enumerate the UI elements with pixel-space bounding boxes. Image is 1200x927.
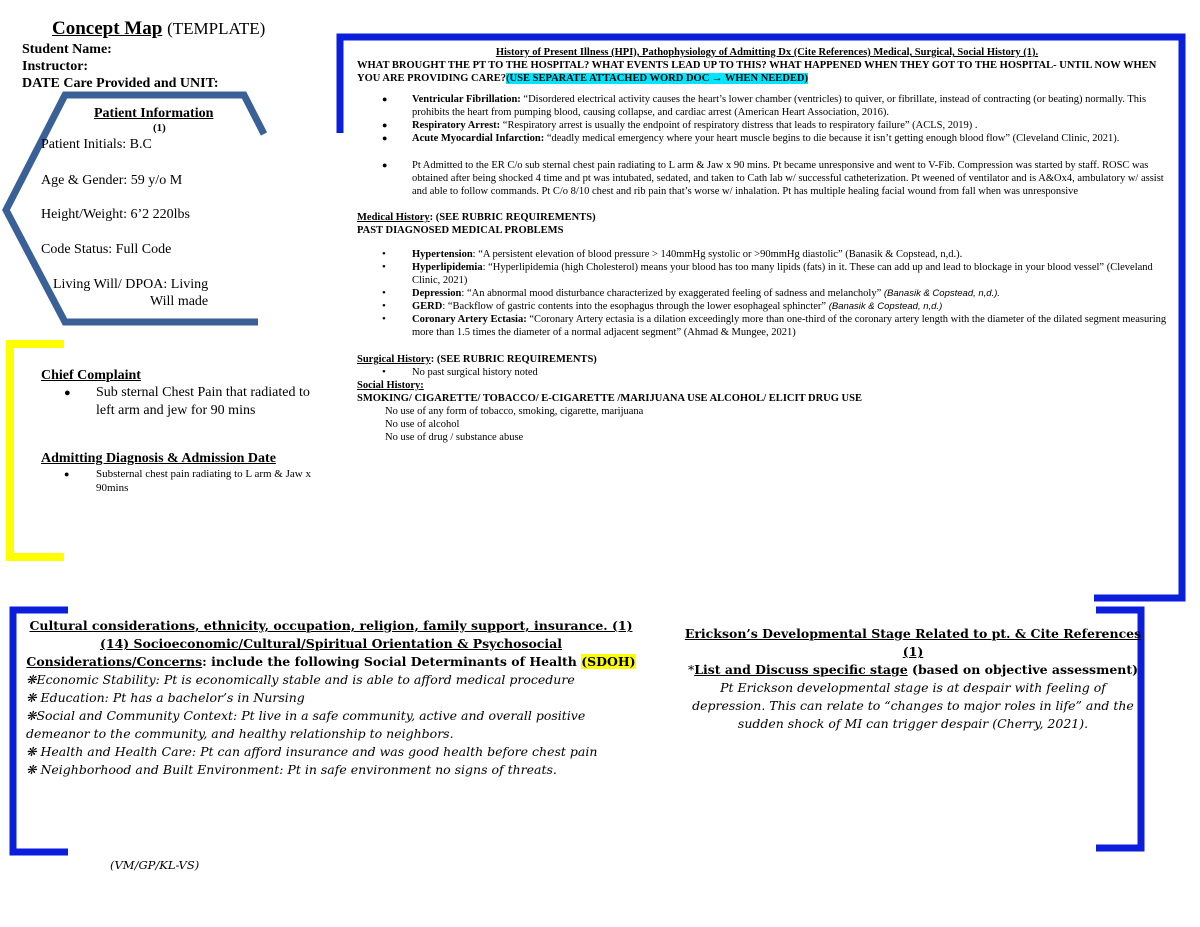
term-text: : “Hyperlipidemia (high Cholesterol) means your blood has too many lipids (fats) in it. These can add up and lead to blockage in your blood vessel” (Cleveland Clinic, 2021) (412, 262, 1153, 286)
social-history-subtitle: SMOKING/ CIGARETTE/ TOBACCO/ E-CIGARETTE /MARIJUANA USE ALCOHOL/ ELICIT DRUG USE (357, 393, 862, 404)
list-item (357, 261, 1177, 287)
surgical-history-list (357, 366, 1177, 379)
cultural-heading-line: Cultural considerations, ethnicity, occupation, religion, family support, insurance. (1) (29, 618, 633, 633)
cultural-heading-line: (14) Socioeconomic/Cultural/Spiritual Orientation & Psychosocial (99, 636, 563, 651)
sdoh-highlight: (SDOH) (581, 654, 636, 669)
term-label: Hypertension (412, 249, 473, 260)
social-history-line: No use of alcohol (385, 419, 460, 430)
hpi-narrative-list (357, 159, 1177, 198)
erickson-subtitle-rest: (based on objective assessment) (907, 662, 1139, 677)
term-text: “Coronary Artery ectasia is a dilation exceedingly more than one-third of the coronary artery length with the diameter of the dilated segment measuring more than 1.5 times the diameter of a normal adjacent segment” (Ahmad & Mungee, 2021) (412, 314, 1167, 338)
cultural-items (26, 671, 636, 779)
list-item: ❋ Neighborhood and Built Environment: Pt in safe environment no signs of threats. (26, 762, 557, 777)
hpi-narrative: ● Pt Admitted to the ER C/o sub sternal chest pain radiating to L arm & Jaw x 90 mins. Pt became unresponsive and went to V-Fib. Compression was started by staff. ROSC was obtained after being shocked 4 time and pt was intubated, sedated, and taken to Cath lab w/ successful catheterization. Pt weened of ventilator and is A&Ox4, ambulatory w/ assist and able to follow commands. Pt C/o 8/10 chest and rib pain that’s worse w/ inhalation. Pt has multiple healing facial wound from fall when was unresponsive (357, 159, 1177, 198)
term-label: Ventricular Fibrillation: (412, 94, 521, 105)
list-item (357, 287, 1177, 300)
term-text: “Respiratory arrest is usually the endpoint of respiratory distress that leads to respiratory failure” (ACLS, 2019) . (500, 120, 978, 131)
list-item (357, 300, 1177, 313)
hpi-question-text: WHAT BROUGHT THE PT TO THE HOSPITAL? WHAT EVENTS LEAD UP TO THIS? WHAT HAPPENED WHEN THEY GOT TO THE HOSPITAL- UNTIL NOW WHEN YOU ARE PROVIDING CARE? (357, 60, 1157, 84)
list-item (357, 132, 1177, 145)
list-item: • No past surgical history noted (357, 366, 1177, 379)
list-item (357, 119, 1177, 132)
medical-history-rubric: : (SEE RUBRIC REQUIREMENTS) (429, 212, 596, 223)
list-item (357, 248, 1177, 261)
list-item (357, 313, 1177, 339)
student-name-label: Student Name: (22, 42, 112, 57)
medical-history-heading (357, 211, 1177, 224)
hpi-question (357, 59, 1177, 85)
term-label: Respiratory Arrest: (412, 120, 501, 131)
patient-age-gender: Age & Gender: 59 y/o M (41, 173, 183, 188)
erickson-subtitle-underlined: List and Discuss specific stage (694, 662, 908, 677)
patient-info-number: (1) (153, 122, 166, 134)
surgical-history-rubric: : (SEE RUBRIC REQUIREMENTS) (430, 354, 597, 365)
term-text: : “A persistent elevation of blood pressure > 140mmHg systolic or >90mmHg diastolic” (Banasik & Copstead, n,d.). (472, 249, 963, 260)
erickson-body: Pt Erickson developmental stage is at despair with feeling of depression. This can relate to “changes to major roles in life” and the sudden shock of MI can trigger despair (Cherry, 2021). (692, 680, 1134, 731)
list-item: ❋ Education: Pt has a bachelor’s in Nursing (26, 690, 305, 705)
hpi-definitions-list (357, 93, 1177, 145)
date-label: DATE Care Provided and UNIT: (22, 76, 219, 91)
list-item: ❋Social and Community Context: Pt live in a safe community, active and overall positive demeanor to the community, and healthy relationship to neighbors. (26, 708, 586, 741)
hpi-highlight: (USE SEPARATE ATTACHED WORD DOC → WHEN NEEDED) (506, 73, 808, 84)
term-text: “Disordered electrical activity causes the heart’s lower chamber (ventricles) to quiver, or fibrillate, instead of contracting (or beating) normally. This prohibits the heart from pumping blood, causing collapse, and cardiac arrest (American Heart Association, 2016). (412, 94, 1147, 118)
cultural-heading (26, 617, 636, 671)
list-item: ❋ Health and Health Care: Pt can afford insurance and was good health before chest pain (26, 744, 598, 759)
medical-history-label: Medical History (357, 212, 430, 223)
footer-code: (VM/GP/KL-VS) (110, 858, 200, 872)
social-history-label: Social History: (357, 380, 424, 391)
term-label: Depression (412, 288, 462, 299)
term-citation: (Banasik & Copstead, n,d.). (883, 288, 1001, 299)
erickson-title: Erickson’s Developmental Stage Related to pt. & Cite References (1) (684, 626, 1142, 659)
bullet-icon: ● (64, 469, 70, 479)
title-text: Concept Map (52, 18, 163, 39)
hpi-title: History of Present Illness (HPI), Pathophysiology of Admitting Dx (Cite References) Medical, Surgical, Social History (1). (495, 47, 1039, 58)
term-label: GERD (412, 301, 443, 312)
chief-complaint-item: Sub sternal Chest Pain that radiated to left arm and jew for 90 mins (96, 385, 310, 418)
surgical-history-label: Surgical History (357, 354, 431, 365)
surgical-history-heading (357, 353, 1177, 366)
term-label: Coronary Artery Ectasia: (412, 314, 527, 325)
term-citation: (Banasik & Copstead, n,d.) (828, 301, 943, 312)
patient-initials: Patient Initials: B.C (41, 137, 152, 152)
erickson-star: * (687, 662, 695, 677)
admitting-diagnosis-title: Admitting Diagnosis & Admission Date (41, 451, 276, 466)
term-label: Hyperlipidemia (412, 262, 483, 273)
social-history-line: No use of any form of tobacco, smoking, cigarette, marijuana (385, 406, 644, 417)
term-text: : “An abnormal mood disturbance characterized by exaggerated feeling of sadness and melancholy” (461, 288, 884, 299)
cultural-heading-line (26, 653, 636, 671)
list-item: ❋Economic Stability: Pt is economically stable and is able to afford medical procedure (26, 672, 575, 687)
medical-history-list (357, 248, 1177, 339)
social-history-line: No use of drug / substance abuse (385, 432, 524, 443)
admitting-diagnosis-item: Substernal chest pain radiating to L arm & Jaw x 90mins (96, 468, 311, 494)
cultural-panel (26, 617, 636, 779)
patient-living-will: Living Will/ DPOA: Living (53, 277, 209, 292)
patient-height-weight: Height/Weight: 6’2 220lbs (41, 207, 190, 222)
term-text: : “Backflow of gastric contents into the esophagus through the lower esophageal sphincter” (442, 301, 829, 312)
patient-living-will-cont: Will made (150, 294, 209, 309)
cultural-heading-underlined: Considerations/Concerns (26, 654, 203, 669)
cultural-heading-rest: : include the following Social Determinants of Health (202, 654, 582, 669)
term-label: Acute Myocardial Infarction: (412, 133, 545, 144)
instructor-label: Instructor: (22, 59, 89, 74)
patient-code-status: Code Status: Full Code (41, 242, 172, 257)
medical-history-subtitle: PAST DIAGNOSED MEDICAL PROBLEMS (357, 225, 564, 236)
bullet-icon: ● (64, 387, 71, 399)
page-title (52, 18, 265, 40)
template-label: (TEMPLATE) (167, 19, 266, 38)
erickson-subtitle (683, 661, 1143, 679)
chief-complaint-title: Chief Complaint (41, 368, 141, 383)
hpi-panel (357, 46, 1177, 444)
patient-info-title: Patient Information (94, 106, 214, 121)
list-item (357, 93, 1177, 119)
term-text: “deadly medical emergency where your heart muscle begins to die because it isn’t getting enough blood flow” (Cleveland Clinic, 2021). (544, 133, 1120, 144)
erickson-panel (683, 625, 1143, 733)
